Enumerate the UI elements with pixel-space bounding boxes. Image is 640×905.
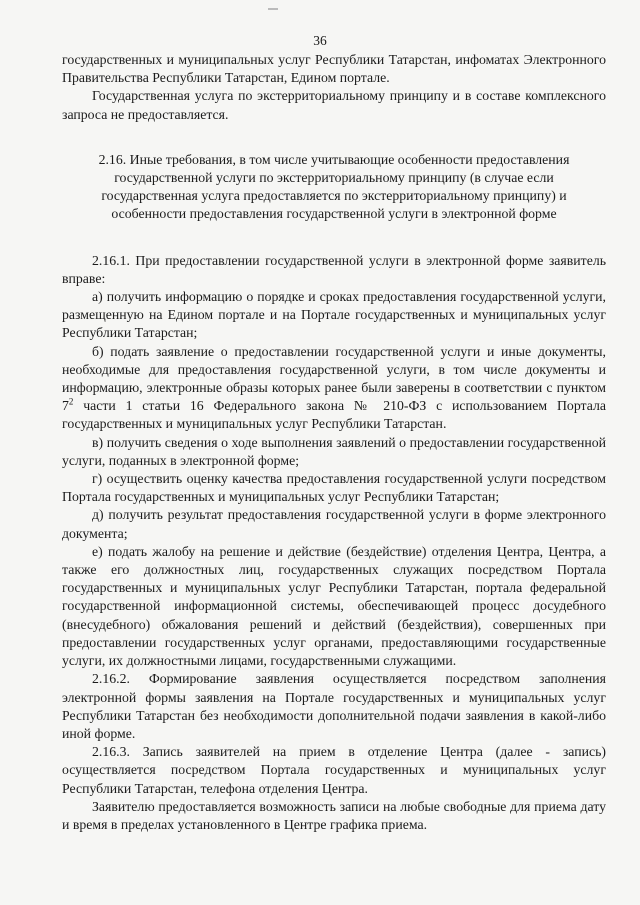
- paragraph-2-16-1: 2.16.1. При предоставлении государственной услуги в электронной форме заявитель вправе:: [62, 252, 606, 286]
- paragraph-appointment: Заявителю предоставляется возможность записи на любые свободные для приема дату и время в пределах установленного в Центре графика приема.: [62, 798, 606, 832]
- list-item-d: д) получить результат предоставления государственной услуги в форме электронного документа;: [62, 507, 606, 541]
- paragraph-extraterritorial: Государственная услуга по экстерриториальному принципу и в составе комплексного запроса не предоставляется.: [62, 88, 606, 122]
- list-item-a: а) получить информацию о порядке и сроках предоставления государственной услуги, размещенную на Едином портале и на Портале государственных и муниципальных услуг Республики Татарстан;: [62, 289, 606, 341]
- section-heading-2-16: 2.16. Иные требования, в том числе учитывающие особенности предоставления государственной услуги по экстерриториальному принципу (в случае если государственная услуга предоставляется по экстерриториальному принципу) и особенности предоставления государственной услуги в электронной форме: [98, 151, 570, 222]
- paragraph-2-16-2: 2.16.2. Формирование заявления осуществляется посредством заполнения электронной формы заявления на Портале государственных и муниципальных услуг Республики Татарстан без необходимости дополнительной подачи заявления в какой-либо иной форме.: [62, 671, 606, 741]
- list-item-b: [62, 343, 606, 434]
- document-body: [62, 51, 606, 834]
- list-item-b-text-2: части 1 статьи 16 Федерального закона № 210-ФЗ с использованием Портала государственных и муниципальных услуг Республики Татарстан.: [62, 398, 606, 432]
- page-number: 36: [313, 33, 327, 48]
- superscript: 2: [68, 396, 74, 407]
- list-item-e: е) подать жалобу на решение и действие (бездействие) отделения Центра, Центра, а также его должностных лиц, государственных служащих посредством Портала государственных и муниципальных услуг Республики Татарстан, портала федеральной государственной информационной системы, обеспечивающей процесс досудебного (внесудебного) обжалования решений и действий (бездействия), совершенных при предоставлении государственных услуг органами, предоставляющими государственные услуги, их должностными лицами, государственными служащими.: [62, 543, 606, 669]
- paragraph-continuation: государственных и муниципальных услуг Республики Татарстан, инфоматах Электронного Правительства Республики Татарстан, Едином портале.: [62, 52, 606, 86]
- list-item-b-text-1: б) подать заявление о предоставлении государственной услуги и иные документы, необходимые для предоставления государственной услуги, в том числе документы и информацию, электронные образы которых ранее были заверены в соответствии с пунктом 7: [62, 343, 606, 414]
- list-item-v: в) получить сведения о ходе выполнения заявлений о предоставлении государственной услуги, поданных в электронной форме;: [62, 434, 606, 468]
- list-item-g: г) осуществить оценку качества предоставления государственной услуги посредством Портала государственных и муниципальных услуг Республики Татарстан;: [62, 471, 606, 505]
- paragraph-2-16-3: 2.16.3. Запись заявителей на прием в отделение Центра (далее - запись) осуществляется посредством Портала государственных и муниципальных услуг Республики Татарстан, телефона отделения Центра.: [62, 744, 606, 796]
- scan-artifact: [268, 8, 278, 10]
